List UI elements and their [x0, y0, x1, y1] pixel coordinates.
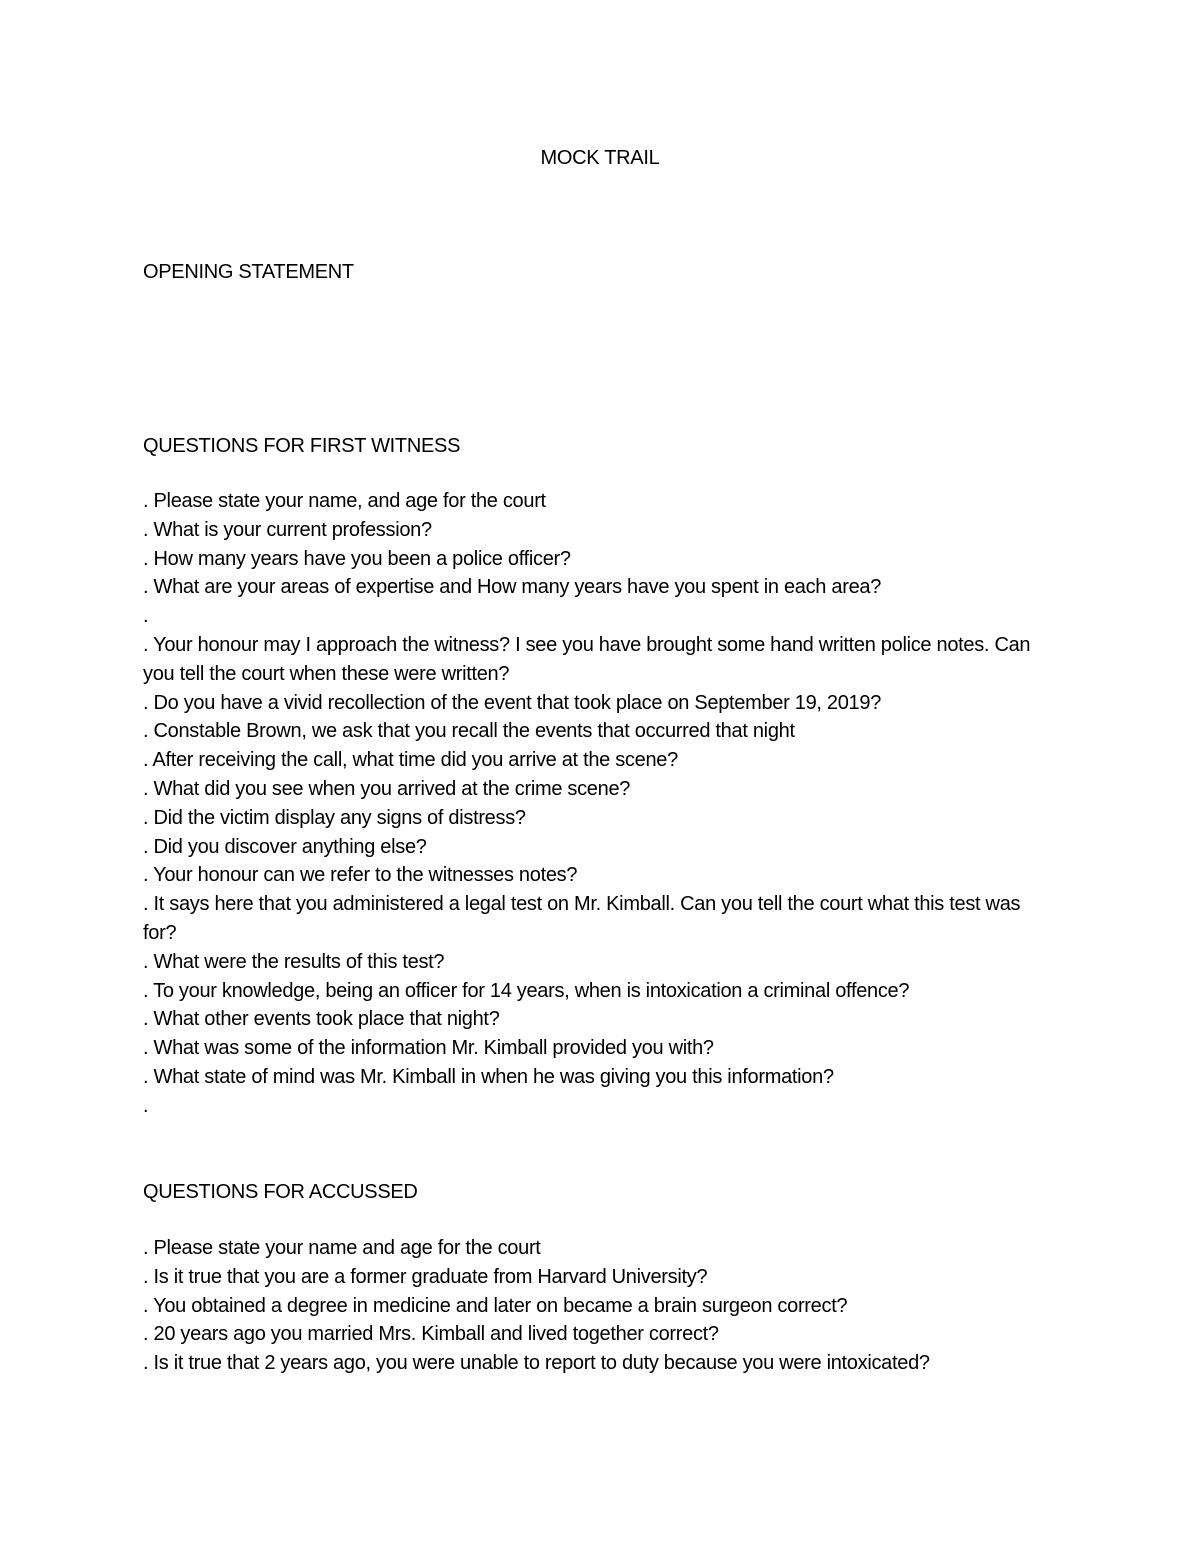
- question-item: . What state of mind was Mr. Kimball in when he was giving you this information?: [143, 1065, 834, 1088]
- first-witness-questions: [143, 487, 1043, 1121]
- accused-questions: [143, 1234, 1043, 1378]
- question-item: . How many years have you been a police officer?: [143, 547, 571, 570]
- question-item: . What are your areas of expertise and How many years have you spent in each area?: [143, 576, 882, 599]
- question-item: . What other events took place that night?: [143, 1008, 500, 1031]
- document-title: MOCK TRAIL: [540, 147, 660, 169]
- question-item: . What did you see when you arrived at the crime scene?: [143, 777, 631, 800]
- question-item: . Constable Brown, we ask that you recall the events that occurred that night: [143, 720, 795, 743]
- question-item: . Your honour may I approach the witness? I see you have brought some hand written police notes. Can you tell the court when these were written?: [143, 633, 1031, 685]
- question-item: . Did the victim display any signs of distress?: [143, 806, 526, 829]
- question-item: . After receiving the call, what time did you arrive at the scene?: [143, 749, 678, 772]
- question-item: .: [143, 605, 149, 628]
- question-item: . What was some of the information Mr. Kimball provided you with?: [143, 1037, 714, 1060]
- accused-heading: QUESTIONS FOR ACCUSSED: [143, 1181, 418, 1203]
- question-item: . Did you discover anything else?: [143, 835, 427, 858]
- question-item: . Please state your name and age for the court: [143, 1237, 541, 1259]
- question-item: . Is it true that you are a former graduate from Harvard University?: [143, 1265, 708, 1288]
- first-witness-heading: QUESTIONS FOR FIRST WITNESS: [143, 435, 461, 457]
- question-item: .: [143, 1094, 149, 1117]
- question-item: . 20 years ago you married Mrs. Kimball and lived together correct?: [143, 1323, 719, 1346]
- question-item: . What is your current profession?: [143, 518, 432, 541]
- question-item: . You obtained a degree in medicine and later on became a brain surgeon correct?: [143, 1294, 848, 1317]
- question-item: . Is it true that 2 years ago, you were unable to report to duty because you were intoxicated?: [143, 1352, 930, 1375]
- question-item: . To your knowledge, being an officer for 14 years, when is intoxication a criminal offence?: [143, 979, 910, 1002]
- opening-statement-heading: OPENING STATEMENT: [143, 261, 354, 283]
- question-item: . It says here that you administered a legal test on Mr. Kimball. Can you tell the court what this test was for?: [143, 893, 1021, 944]
- question-item: . Please state your name, and age for the court: [143, 490, 546, 512]
- question-item: . Do you have a vivid recollection of the event that took place on September 19, 2019?: [143, 691, 882, 714]
- question-item: . Your honour can we refer to the witnesses notes?: [143, 864, 578, 887]
- question-item: . What were the results of this test?: [143, 950, 445, 973]
